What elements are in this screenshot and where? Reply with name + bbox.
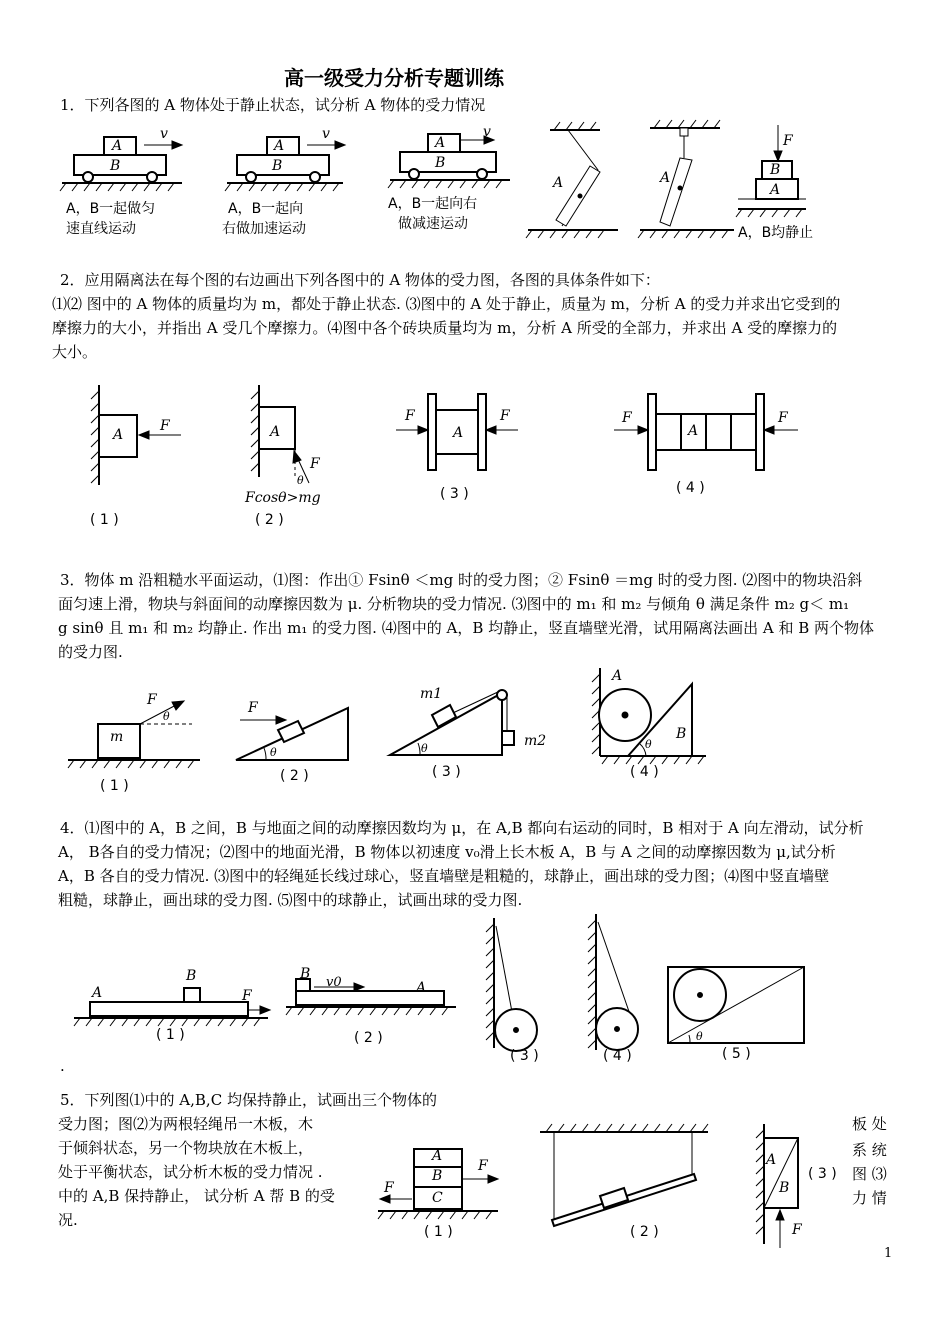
q3-line-2: 面匀速上滑，物块与斜面间的动摩擦因数为 μ. 分析物块的受力情况. ⑶图中的 m₁ 和 m₂ 与倾角 θ 满足条件 m₂ g＜ m₁ — [58, 595, 850, 613]
q5-right-4: 力 情 — [852, 1189, 887, 1207]
q4-caption-5: ( 5 ) — [722, 1046, 751, 1062]
label-f: F — [405, 408, 415, 424]
label-a: A — [770, 182, 781, 198]
label-b: B — [779, 1180, 790, 1196]
label-f: F — [248, 700, 258, 716]
label-m: m — [110, 729, 124, 745]
label-f: F — [384, 1180, 394, 1196]
q5-line-4: 处于平衡状态，试分析木板的受力情况 . — [58, 1163, 323, 1181]
q1-caption-3a: A，B一起向右 — [388, 196, 478, 212]
label-b: B — [432, 1168, 443, 1184]
q5-caption-1: ( 1 ) — [424, 1224, 453, 1240]
q5-line-2: 受力图；图⑵为两根轻绳吊一木板，木 — [58, 1115, 314, 1133]
stray-dot: . — [60, 1057, 65, 1075]
q1-figure-2 — [225, 125, 365, 195]
q2-line-1: 2．应用隔离法在每个图的右边画出下列各图中的 A 物体的受力图，各图的具体条件如下： — [60, 271, 660, 289]
q5-line-6: 况. — [58, 1211, 78, 1229]
q3-figure-4 — [588, 668, 708, 768]
label-f: F — [478, 1158, 488, 1174]
label-b: B — [676, 726, 687, 742]
q1-figure-1 — [60, 125, 200, 195]
label-theta: θ — [421, 742, 428, 755]
label-f: F — [160, 418, 170, 434]
label-b: B — [186, 968, 197, 984]
label-a: A — [113, 427, 124, 443]
q5-figure-2 — [538, 1124, 718, 1234]
q2-caption-3: ( 3 ) — [440, 486, 469, 502]
q1-caption-2b: 右做加速运动 — [222, 221, 306, 237]
label-a: A — [112, 138, 123, 154]
q4-caption-1: ( 1 ) — [156, 1027, 185, 1043]
label-a: A — [274, 138, 285, 154]
q3-line-1: 3．物体 m 沿粗糙水平面运动，⑴图：作出① Fsinθ ＜mg 时的受力图；② Fsinθ ＝mg 时的受力图. ⑵图中的物块沿斜 — [60, 571, 863, 589]
q1-caption-6: A，B均静止 — [738, 225, 814, 241]
q3-caption-1: ( 1 ) — [100, 778, 129, 794]
label-v: v — [483, 124, 491, 140]
label-b: B — [110, 158, 121, 174]
q2-caption-1: ( 1 ) — [90, 512, 119, 528]
q4-figure-5 — [664, 965, 814, 1045]
q4-caption-2: ( 2 ) — [354, 1030, 383, 1046]
q2-line-2: ⑴⑵ 图中的 A 物体的质量均为 m，都处于静止状态. ⑶图中的 A 处于静止，质量为 m，分析 A 的受力并求出它受到的 — [52, 295, 841, 313]
label-m1: m1 — [420, 686, 443, 702]
label-b: B — [435, 155, 446, 171]
label-theta: θ — [696, 1030, 703, 1043]
q4-figure-3 — [484, 918, 554, 1058]
q3-caption-2: ( 2 ) — [280, 768, 309, 784]
label-b: B — [770, 162, 781, 178]
label-theta: θ — [163, 710, 170, 723]
q2-figure-4 — [608, 392, 808, 472]
q1-caption-1b: 速直线运动 — [66, 221, 136, 237]
label-a: A — [453, 425, 464, 441]
label-c: C — [432, 1190, 443, 1206]
q1-figure-4 — [528, 122, 628, 242]
q4-caption-3: ( 3 ) — [510, 1048, 539, 1064]
q5-line-5: 中的 A,B 保持静止， 试分析 A 帮 B 的受 — [58, 1187, 335, 1205]
q4-figure-4 — [586, 914, 656, 1054]
q1-text: 1．下列各图的 A 物体处于静止状态，试分析 A 物体的受力情况 — [60, 96, 486, 114]
label-a: A — [416, 980, 427, 996]
label-f: F — [500, 408, 510, 424]
label-theta: θ — [645, 738, 652, 751]
q4-line-4: 粗糙，球静止，画出球的受力图. ⑸图中的球静止，试画出球的受力图. — [58, 891, 523, 909]
label-theta: θ — [270, 746, 277, 759]
q4-caption-4: ( 4 ) — [603, 1048, 632, 1064]
condition-label: Fcosθ>mg — [245, 490, 321, 506]
label-v: v — [322, 126, 330, 142]
q3-line-4: 的受力图. — [58, 643, 123, 661]
q5-line-1: 5．下列图⑴中的 A,B,C 均保持静止，试画出三个物体的 — [60, 1091, 437, 1109]
q5-right-1: 板 处 — [852, 1115, 887, 1133]
label-f: F — [622, 410, 632, 426]
q4-figure-2 — [284, 975, 464, 1025]
q2-caption-2: ( 2 ) — [255, 512, 284, 528]
label-f: F — [778, 410, 788, 426]
label-a: A — [766, 1152, 777, 1168]
label-v: v — [160, 126, 168, 142]
q1-caption-3b: 做减速运动 — [398, 216, 468, 232]
q5-figure-1 — [374, 1145, 514, 1225]
label-a: A — [435, 135, 446, 151]
q5-right-2: 系 统 — [852, 1141, 887, 1159]
q4-line-1: 4．⑴图中的 A，B 之间，B 与地面之间的动摩擦因数均为 μ，在 A,B 都向右运动的同时，B 相对于 A 向左滑动，试分析 — [60, 819, 864, 837]
page-title: 高一级受力分析专题训练 — [284, 66, 504, 90]
label-a: A — [432, 1148, 443, 1164]
label-a: A — [660, 170, 671, 186]
q5-right-3: 图 ⑶ — [852, 1165, 887, 1183]
label-a: A — [92, 985, 103, 1001]
q2-line-3: 摩擦力的大小，并指出 A 受几个摩擦力。⑷图中各个砖块质量均为 m，分析 A 所受的全部力，并求出 A 受的摩擦力的 — [52, 319, 838, 337]
label-b: B — [272, 158, 283, 174]
label-a: A — [553, 175, 564, 191]
q1-figure-5 — [640, 122, 740, 242]
q1-caption-1a: A，B一起做匀 — [66, 201, 156, 217]
q3-figure-3 — [386, 685, 556, 775]
label-b: B — [300, 966, 311, 982]
q2-line-4: 大小。 — [52, 343, 98, 361]
q5-line-3: 于倾斜状态，另一个物块放在木板上， — [58, 1139, 314, 1157]
q3-figure-1 — [68, 690, 208, 770]
q4-line-2: A， B各自的受力情况；⑵图中的地面光滑，B 物体以初速度 v₀滑上长木板 A，B 与 A 之间的动摩擦因数为 μ,试分析 — [58, 843, 836, 861]
label-f: F — [783, 133, 793, 149]
q2-caption-4: ( 4 ) — [676, 480, 705, 496]
label-a: A — [612, 668, 623, 684]
label-f: F — [242, 988, 252, 1004]
q1-caption-2a: A，B一起向 — [228, 201, 304, 217]
label-m2: m2 — [524, 733, 547, 749]
q4-line-3: A，B 各自的受力情况. ⑶图中的轻绳延长线过球心，竖直墙壁是粗糙的，球静止，画出球的受力图；⑷图中竖直墙壁 — [58, 867, 830, 885]
q3-line-3: g sinθ 且 m₁ 和 m₂ 均静止. 作出 m₁ 的受力图. ⑷图中的 A，B 均静止，竖直墙壁光滑，试用隔离法画出 A 和 B 两个物体 — [58, 619, 875, 637]
label-v0: v0 — [326, 975, 342, 990]
label-a: A — [688, 423, 699, 439]
q5-caption-3: ( 3 ) — [808, 1166, 837, 1182]
label-f: F — [147, 692, 157, 708]
label-f: F — [310, 456, 320, 472]
label-theta: θ — [297, 474, 304, 487]
label-a: A — [270, 424, 281, 440]
q3-caption-4: ( 4 ) — [630, 764, 659, 780]
q1-figure-3 — [388, 118, 528, 188]
q2-figure-1 — [85, 385, 195, 495]
page-number: 1 — [884, 1246, 893, 1261]
label-f: F — [792, 1222, 802, 1238]
q3-caption-3: ( 3 ) — [432, 764, 461, 780]
q5-caption-2: ( 2 ) — [630, 1224, 659, 1240]
